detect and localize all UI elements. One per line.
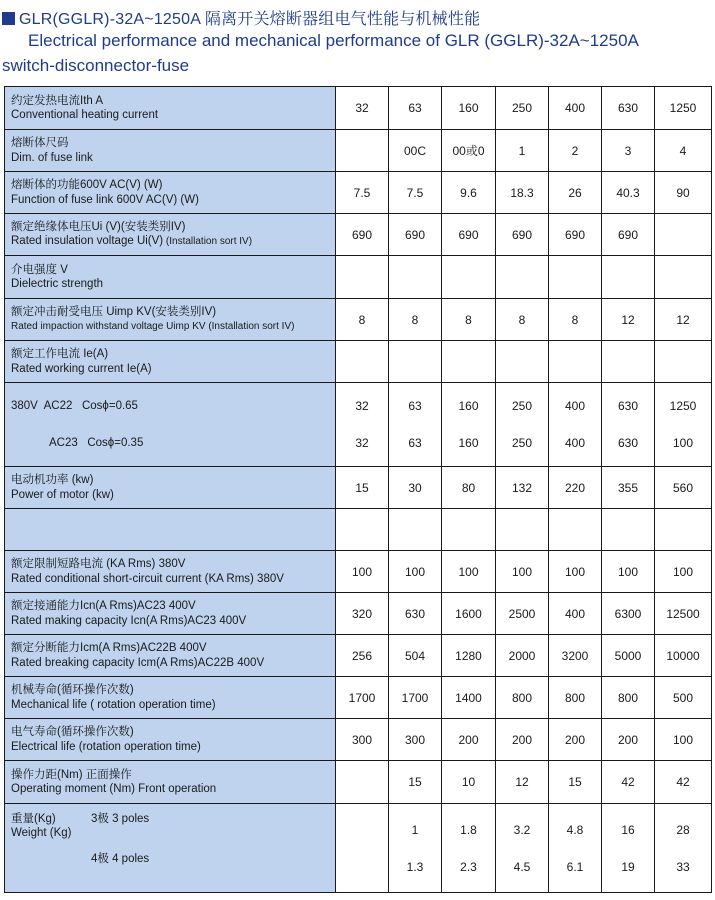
value-cell xyxy=(549,383,602,467)
value-cell xyxy=(442,509,496,551)
label-en: Rated impaction withstand voltage Uimp KV (Installation sort IV) xyxy=(11,320,295,332)
ac22-value: 63 xyxy=(408,399,422,413)
label-en xyxy=(11,193,335,208)
value-cell xyxy=(442,383,496,467)
value-cell: 1700 xyxy=(389,677,442,719)
value-cell: 100 xyxy=(336,551,389,593)
weight-4-poles-value: 2.3 xyxy=(460,859,477,874)
value-cell: 10 xyxy=(442,761,496,804)
ac22-value: 32 xyxy=(355,399,369,413)
value-cell: 400 xyxy=(549,593,602,635)
table-row xyxy=(5,593,712,635)
empty-row xyxy=(5,509,712,551)
value-cell: 200 xyxy=(442,719,496,761)
row-label xyxy=(5,677,336,719)
row-label xyxy=(5,130,336,172)
label-cn: 熔断体尺码 xyxy=(11,137,69,149)
value-cell: 8 xyxy=(336,299,389,341)
value-cell: 26 xyxy=(549,172,602,214)
row-label xyxy=(5,341,336,383)
label-cn: 约定发热电流Ith A xyxy=(11,94,104,107)
value-cell: 100 xyxy=(496,551,549,593)
table-row xyxy=(5,87,712,130)
value-cell: 32 xyxy=(336,87,389,130)
ac23-value: 32 xyxy=(355,436,369,450)
label-en-text: Operating moment (Nm) Front operation xyxy=(11,783,217,795)
value-cell: 1280 xyxy=(442,635,496,677)
value-cell: 12 xyxy=(655,299,712,341)
label-en xyxy=(11,782,335,797)
value-cell: 690 xyxy=(442,214,496,256)
label-en xyxy=(11,234,335,250)
label-en-text: Rated breaking capacity Icm(A Rms)AC22B 400V xyxy=(11,656,265,669)
value-cell: 7.5 xyxy=(336,172,389,214)
value-cell: 800 xyxy=(496,677,549,719)
value-cell: 100 xyxy=(389,551,442,593)
value-cell: 18.3 xyxy=(496,172,549,214)
value-cell: 15 xyxy=(389,761,442,804)
ac23-value: 100 xyxy=(672,436,694,450)
label-en-text: Function of fuse link 600V AC(V) (W) xyxy=(11,193,199,206)
value-cell: 800 xyxy=(602,677,655,719)
value-cell: 1700 xyxy=(336,677,389,719)
row-label xyxy=(5,719,336,761)
value-cell: 63 xyxy=(389,87,442,130)
table-row xyxy=(5,467,712,509)
value-cell xyxy=(496,804,549,893)
label-cn: 机械寿命(循环操作次数) xyxy=(11,684,134,696)
value-cell xyxy=(655,256,712,299)
row-label xyxy=(5,87,336,130)
value-cell: 132 xyxy=(496,467,549,509)
value-cell xyxy=(602,256,655,299)
ac22-value: 160 xyxy=(458,399,479,413)
label-en-text: Dim. of fuse link xyxy=(11,151,93,164)
weight-4-poles-value: 4.5 xyxy=(513,859,531,874)
value-cell: 100 xyxy=(655,551,712,593)
label-cn: 额定接通能力Icn(A Rms)AC23 400V xyxy=(11,600,196,612)
spec-table xyxy=(4,86,712,893)
value-cell xyxy=(389,256,442,299)
weight-4-poles-value: 1.3 xyxy=(406,859,424,874)
value-cell: 355 xyxy=(602,467,655,509)
value-cell xyxy=(496,383,549,467)
value-cell: 100 xyxy=(549,551,602,593)
title-cn xyxy=(2,6,480,29)
ac-category-label xyxy=(5,383,336,467)
value-cell: 300 xyxy=(389,719,442,761)
ac22-value: 250 xyxy=(511,399,533,413)
value-cell: 10000 xyxy=(655,635,712,677)
square-bullet-icon xyxy=(2,12,15,25)
weight-4-poles-value: 6.1 xyxy=(566,859,584,874)
weight-3-poles-value: 1.8 xyxy=(460,822,477,837)
value-cell xyxy=(442,341,496,383)
weight-label xyxy=(5,804,336,893)
value-cell: 100 xyxy=(602,551,655,593)
value-cell: 9.6 xyxy=(442,172,496,214)
value-cell: 500 xyxy=(655,677,712,719)
value-cell: 560 xyxy=(655,467,712,509)
ac23-value: 630 xyxy=(617,436,639,450)
weight-3-poles-value: 3.2 xyxy=(513,822,531,837)
title-en-line1: Electrical performance and mechanical performance of GLR (GGLR)-32A~1250A xyxy=(28,31,639,50)
ac23-value: 250 xyxy=(511,436,533,450)
label-cn: 额定绝缘体电压Ui (V)(安装类别IV) xyxy=(11,220,186,233)
table-row xyxy=(5,719,712,761)
value-cell: 8 xyxy=(549,299,602,341)
value-cell xyxy=(655,804,712,893)
weight-4-poles-value: 19 xyxy=(621,859,635,874)
value-cell: 80 xyxy=(442,467,496,509)
value-cell: 4 xyxy=(655,130,712,172)
value-cell: 690 xyxy=(496,214,549,256)
weight-3-poles-value: 16 xyxy=(621,822,635,837)
value-cell: 200 xyxy=(602,719,655,761)
value-cell: 12 xyxy=(602,299,655,341)
value-cell xyxy=(549,341,602,383)
value-cell xyxy=(602,804,655,893)
value-cell xyxy=(336,804,389,893)
value-cell: 8 xyxy=(389,299,442,341)
label-en xyxy=(11,151,335,166)
label-en xyxy=(11,277,335,292)
label-en-text: Rated insulation voltage Ui(V) xyxy=(11,235,164,247)
ac22-value: 630 xyxy=(617,399,639,413)
label-en-text: Rated conditional short-circuit current (KA Rms) 380V xyxy=(11,572,284,585)
row-label xyxy=(5,172,336,214)
value-cell: 220 xyxy=(549,467,602,509)
ac23-value: 63 xyxy=(408,436,422,450)
value-cell xyxy=(389,341,442,383)
value-cell: 320 xyxy=(336,593,389,635)
table-row xyxy=(5,299,712,341)
value-cell xyxy=(655,383,712,467)
value-cell: 200 xyxy=(549,719,602,761)
ac23-label: AC23 Cosϕ=0.35 xyxy=(49,436,144,449)
ac23-value: 400 xyxy=(564,436,586,450)
value-cell: 15 xyxy=(549,761,602,804)
label-cn: 介电强度 V xyxy=(11,263,68,276)
row-label xyxy=(5,299,336,341)
label-cn: 额定限制短路电流 (KA Rms) 380V xyxy=(11,558,186,570)
value-cell: 8 xyxy=(496,299,549,341)
value-cell xyxy=(336,341,389,383)
value-cell xyxy=(655,341,712,383)
value-cell xyxy=(549,256,602,299)
label-en-note: (Installation sort IV) xyxy=(163,236,253,247)
weight-3-poles-value xyxy=(336,811,388,848)
value-cell xyxy=(655,214,712,256)
table-row xyxy=(5,677,712,719)
value-cell xyxy=(496,509,549,551)
value-cell: 15 xyxy=(336,467,389,509)
value-cell xyxy=(602,509,655,551)
label-en xyxy=(11,656,335,671)
label-cn: 熔断体的功能600V AC(V) (W) xyxy=(11,179,163,191)
value-cell xyxy=(336,130,389,172)
title-en-line2: switch-disconnector-fuse xyxy=(2,56,190,75)
label-cn: 额定冲击耐受电压 Uimp KV(安装类别IV) xyxy=(11,306,217,318)
weight-label-en: Weight (Kg) xyxy=(11,827,72,839)
label-cn: 额定工作电流 Ie(A) xyxy=(11,348,109,360)
weight-label-cn: 重量(Kg) xyxy=(11,813,56,825)
label-en xyxy=(11,362,335,377)
row-label xyxy=(5,509,336,551)
ac23-value: 160 xyxy=(458,436,479,450)
value-cell: 800 xyxy=(549,677,602,719)
table-row xyxy=(5,635,712,677)
label-cn: 额定分断能力Icm(A Rms)AC22B 400V xyxy=(11,642,207,654)
ac22-value: 1250 xyxy=(669,399,697,413)
value-cell xyxy=(389,804,442,893)
table-row xyxy=(5,214,712,256)
value-cell: 90 xyxy=(655,172,712,214)
title-cn-text: GLR(GGLR)-32A~1250A 隔离开关熔断器组电气性能与机械性能 xyxy=(19,11,481,28)
weight-row xyxy=(5,804,712,893)
row-label xyxy=(5,467,336,509)
value-cell: 160 xyxy=(442,87,496,130)
label-en-text: Conventional heating current xyxy=(11,109,159,121)
label-en xyxy=(11,614,335,629)
weight-3-poles-value: 28 xyxy=(676,822,690,837)
row-label xyxy=(5,214,336,256)
value-cell xyxy=(496,341,549,383)
value-cell: 690 xyxy=(602,214,655,256)
row-label xyxy=(5,593,336,635)
value-cell xyxy=(389,509,442,551)
value-cell xyxy=(549,804,602,893)
value-cell: 504 xyxy=(389,635,442,677)
value-cell xyxy=(496,256,549,299)
row-label xyxy=(5,551,336,593)
value-cell: 2500 xyxy=(496,593,549,635)
value-cell: 1250 xyxy=(655,87,712,130)
label-en-text: Power of motor (kw) xyxy=(11,488,114,501)
value-cell xyxy=(602,383,655,467)
value-cell: 630 xyxy=(602,87,655,130)
value-cell: 7.5 xyxy=(389,172,442,214)
label-en-text: Mechanical life ( rotation operation time) xyxy=(11,698,216,711)
value-cell: 256 xyxy=(336,635,389,677)
value-cell: 630 xyxy=(389,593,442,635)
value-cell: 42 xyxy=(602,761,655,804)
value-cell xyxy=(549,509,602,551)
value-cell xyxy=(602,341,655,383)
value-cell: 690 xyxy=(549,214,602,256)
ac22-value: 400 xyxy=(564,399,586,413)
value-cell xyxy=(336,761,389,804)
value-cell: 400 xyxy=(549,87,602,130)
value-cell: 690 xyxy=(336,214,389,256)
value-cell: 1600 xyxy=(442,593,496,635)
table-row xyxy=(5,551,712,593)
value-cell xyxy=(442,256,496,299)
table-row xyxy=(5,341,712,383)
value-cell xyxy=(442,804,496,893)
value-cell: 250 xyxy=(496,87,549,130)
value-cell: 8 xyxy=(442,299,496,341)
row-label xyxy=(5,256,336,299)
value-cell: 1 xyxy=(496,130,549,172)
value-cell: 100 xyxy=(655,719,712,761)
value-cell: 1400 xyxy=(442,677,496,719)
value-cell: 12 xyxy=(496,761,549,804)
weight-4-poles-value xyxy=(336,848,388,885)
value-cell xyxy=(336,256,389,299)
ac22-label: 380V AC22 Cosϕ=0.65 xyxy=(11,399,138,412)
value-cell: 3 xyxy=(602,130,655,172)
table-row xyxy=(5,761,712,804)
value-cell xyxy=(336,383,389,467)
value-cell: 100 xyxy=(442,551,496,593)
weight-4-poles-value: 33 xyxy=(676,859,690,874)
label-en xyxy=(11,698,335,713)
row-label xyxy=(5,635,336,677)
ac-category-row xyxy=(5,383,712,467)
value-cell: 12500 xyxy=(655,593,712,635)
value-cell: 2 xyxy=(549,130,602,172)
value-cell xyxy=(655,509,712,551)
value-cell xyxy=(389,383,442,467)
value-cell: 2000 xyxy=(496,635,549,677)
label-cn: 电动机功率 (kw) xyxy=(11,474,94,486)
label-en xyxy=(11,488,335,503)
weight-3-poles-value: 1 xyxy=(411,822,419,837)
table-row xyxy=(5,130,712,172)
value-cell: 200 xyxy=(496,719,549,761)
label-en xyxy=(11,572,335,587)
row-label xyxy=(5,761,336,804)
label-cn: 操作力距(Nm) 正面操作 xyxy=(11,768,132,781)
label-en-text: Dielectric strength xyxy=(11,278,104,290)
value-cell: 690 xyxy=(389,214,442,256)
value-cell: 40.3 xyxy=(602,172,655,214)
table-row xyxy=(5,256,712,299)
weight-3-poles-value: 4.8 xyxy=(566,822,584,837)
label-en xyxy=(11,108,335,123)
label-en xyxy=(11,740,335,755)
weight-4-poles-label: 4极 4 poles xyxy=(91,853,150,865)
value-cell: 00C xyxy=(389,130,442,172)
label-cn: 电气寿命(循环操作次数) xyxy=(11,726,134,738)
label-en-text: Rated working current Ie(A) xyxy=(11,362,152,375)
value-cell: 5000 xyxy=(602,635,655,677)
weight-3-poles-label: 3极 3 poles xyxy=(91,813,150,825)
value-cell: 3200 xyxy=(549,635,602,677)
value-cell: 300 xyxy=(336,719,389,761)
value-cell: 00或0 xyxy=(442,130,496,172)
label-en-text: Rated making capacity Icn(A Rms)AC23 400V xyxy=(11,614,247,627)
value-cell xyxy=(336,509,389,551)
value-cell: 42 xyxy=(655,761,712,804)
table-row xyxy=(5,172,712,214)
label-en-text: Electrical life (rotation operation time) xyxy=(11,740,201,753)
value-cell: 6300 xyxy=(602,593,655,635)
value-cell: 30 xyxy=(389,467,442,509)
